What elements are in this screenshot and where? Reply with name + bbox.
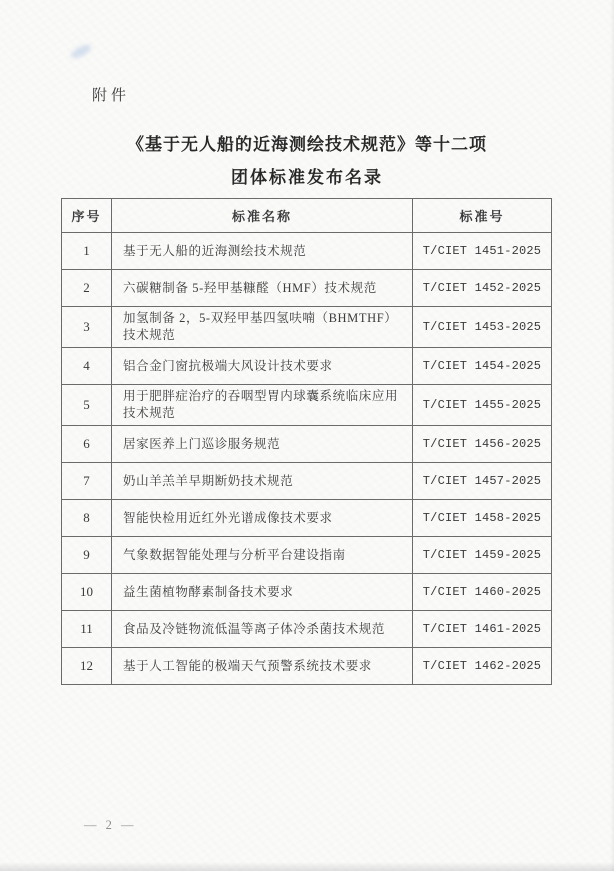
column-header-standard-code: 标准号	[413, 199, 552, 233]
table-row	[62, 385, 552, 426]
table-row	[62, 348, 552, 385]
row-standard-name: 六碳糖制备 5-羟甲基糠醛（HMF）技术规范	[112, 270, 413, 307]
row-serial-number: 8	[62, 500, 112, 537]
row-standard-code: T/CIET 1457-2025	[413, 463, 552, 500]
row-standard-code: T/CIET 1452-2025	[413, 270, 552, 307]
table-row	[62, 270, 552, 307]
scan-edge-right	[610, 0, 614, 871]
row-standard-code: T/CIET 1458-2025	[413, 500, 552, 537]
table-row	[62, 574, 552, 611]
row-standard-name: 食品及冷链物流低温等离子体冷杀菌技术规范	[112, 611, 413, 648]
row-serial-number: 1	[62, 233, 112, 270]
row-serial-number: 9	[62, 537, 112, 574]
table-row	[62, 463, 552, 500]
table-row	[62, 426, 552, 463]
row-standard-name: 奶山羊羔羊早期断奶技术规范	[112, 463, 413, 500]
table-row	[62, 307, 552, 348]
table-row	[62, 500, 552, 537]
attachment-label: 附件	[92, 88, 131, 104]
row-standard-code: T/CIET 1461-2025	[413, 611, 552, 648]
document-subtitle: 团体标准发布名录	[231, 168, 383, 187]
row-serial-number: 6	[62, 426, 112, 463]
row-standard-name: 铝合金门窗抗极端大风设计技术要求	[112, 348, 413, 385]
standards-table-body	[62, 233, 552, 685]
row-serial-number: 10	[62, 574, 112, 611]
table-row	[62, 537, 552, 574]
column-header-serial-number: 序号	[62, 199, 112, 233]
row-serial-number: 2	[62, 270, 112, 307]
row-serial-number: 12	[62, 648, 112, 685]
row-standard-code: T/CIET 1462-2025	[413, 648, 552, 685]
row-serial-number: 5	[62, 385, 112, 426]
row-standard-code: T/CIET 1459-2025	[413, 537, 552, 574]
row-standard-code: T/CIET 1456-2025	[413, 426, 552, 463]
row-serial-number: 4	[62, 348, 112, 385]
row-standard-code: T/CIET 1454-2025	[413, 348, 552, 385]
row-standard-code: T/CIET 1453-2025	[413, 307, 552, 348]
row-standard-name: 益生菌植物酵素制备技术要求	[112, 574, 413, 611]
row-serial-number: 7	[62, 463, 112, 500]
table-row	[62, 233, 552, 270]
row-standard-code: T/CIET 1451-2025	[413, 233, 552, 270]
row-standard-code: T/CIET 1460-2025	[413, 574, 552, 611]
document-title: 《基于无人船的近海测绘技术规范》等十二项	[127, 135, 487, 154]
row-standard-name: 基于无人船的近海测绘技术规范	[112, 233, 413, 270]
scan-artifact-speck	[69, 42, 93, 60]
row-serial-number: 11	[62, 611, 112, 648]
row-standard-code: T/CIET 1455-2025	[413, 385, 552, 426]
table-row	[62, 648, 552, 685]
row-standard-name: 加氢制备 2，5-双羟甲基四氢呋喃（BHMTHF）技术规范	[112, 307, 413, 348]
row-serial-number: 3	[62, 307, 112, 348]
standards-table	[61, 198, 552, 685]
table-header-row	[62, 199, 552, 233]
table-row	[62, 611, 552, 648]
row-standard-name: 基于人工智能的极端天气预警系统技术要求	[112, 648, 413, 685]
row-standard-name: 居家医养上门巡诊服务规范	[112, 426, 413, 463]
column-header-standard-name: 标准名称	[112, 199, 413, 233]
row-standard-name: 用于肥胖症治疗的吞咽型胃内球囊系统临床应用技术规范	[112, 385, 413, 426]
row-standard-name: 智能快检用近红外光谱成像技术要求	[112, 500, 413, 537]
scan-edge-bottom	[0, 862, 614, 871]
page-number: — 2 —	[84, 818, 137, 832]
row-standard-name: 气象数据智能处理与分析平台建设指南	[112, 537, 413, 574]
